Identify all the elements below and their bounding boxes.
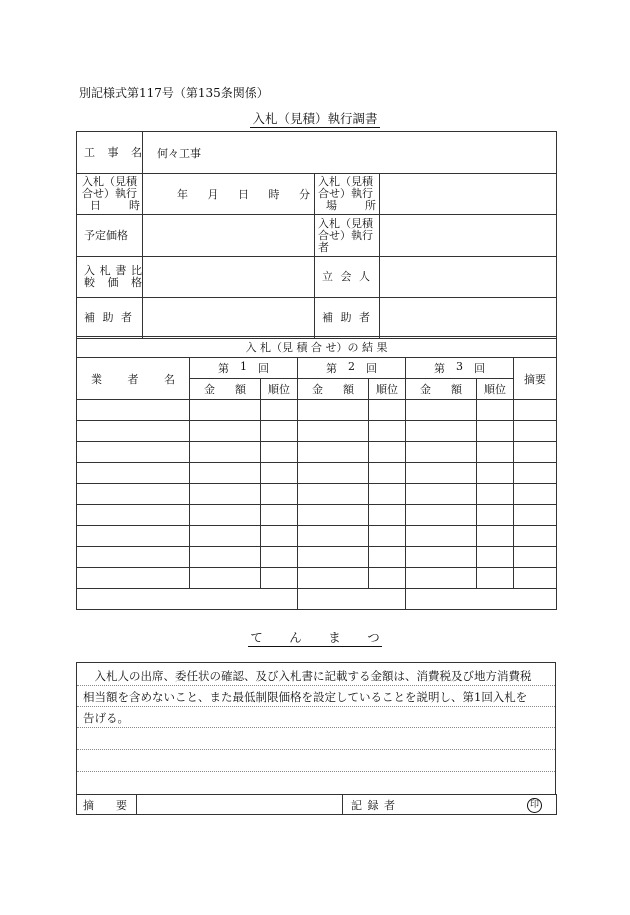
rank-cell-2[interactable] xyxy=(369,421,406,442)
amount-cell-2[interactable] xyxy=(298,505,369,526)
rank-cell-2[interactable] xyxy=(369,400,406,421)
rank-cell-2[interactable] xyxy=(369,526,406,547)
amount-cell-1[interactable] xyxy=(190,547,261,568)
amount-cell-2[interactable] xyxy=(298,400,369,421)
bid-summary-row xyxy=(77,589,557,610)
rank-cell-2[interactable] xyxy=(369,568,406,589)
rank-cell-1[interactable] xyxy=(261,421,298,442)
bid-rows xyxy=(77,400,557,589)
amount-cell-3[interactable] xyxy=(406,463,477,484)
amount-cell-3[interactable] xyxy=(406,568,477,589)
yotei-value[interactable] xyxy=(143,215,315,257)
rank-cell-1[interactable] xyxy=(261,484,298,505)
hikaku-label: 入 札 書 比 較 価 格 xyxy=(77,257,143,298)
vendor-cell[interactable] xyxy=(77,526,190,547)
memo-cell[interactable] xyxy=(514,568,557,589)
tekiyo-value[interactable] xyxy=(137,795,343,815)
bid-row xyxy=(77,484,557,505)
vendor-header: 業 者 名 xyxy=(77,358,190,400)
narrative-line-3: 告げる。 xyxy=(83,711,129,725)
rank-header-1: 順位 xyxy=(261,379,298,400)
amount-cell-1[interactable] xyxy=(190,484,261,505)
amount-cell-2[interactable] xyxy=(298,442,369,463)
rank-cell-1[interactable] xyxy=(261,526,298,547)
amount-cell-1[interactable] xyxy=(190,526,261,547)
row-nichiji xyxy=(77,174,557,215)
bid-row xyxy=(77,526,557,547)
vendor-cell[interactable] xyxy=(77,568,190,589)
koji-value: 何々工事 xyxy=(143,132,557,174)
round-1-header: 第 1 回 xyxy=(190,358,298,379)
koji-label: 工 事 名 xyxy=(77,132,143,174)
tenmatsu-title: て ん ま つ xyxy=(250,630,380,645)
rank-header-2: 順位 xyxy=(369,379,406,400)
memo-cell[interactable] xyxy=(514,526,557,547)
bid-row xyxy=(77,463,557,484)
memo-cell[interactable] xyxy=(514,547,557,568)
rank-cell-1[interactable] xyxy=(261,547,298,568)
rank-cell-2[interactable] xyxy=(369,442,406,463)
kirokusha-label: 記 録 者 xyxy=(343,795,403,815)
amount-cell-2[interactable] xyxy=(298,484,369,505)
form-caption: 別記様式第117号（第135条関係） xyxy=(79,86,269,100)
summary-cell-right[interactable] xyxy=(406,589,557,610)
amount-cell-2[interactable] xyxy=(298,547,369,568)
summary-cell-middle[interactable] xyxy=(298,589,406,610)
row-hikaku xyxy=(77,257,557,298)
row-koji xyxy=(77,132,557,174)
amount-cell-3[interactable] xyxy=(406,421,477,442)
header-row-1 xyxy=(77,358,557,379)
vendor-cell[interactable] xyxy=(77,463,190,484)
hojo-label-right: 補 助 者 xyxy=(315,298,380,339)
hikaku-value[interactable] xyxy=(143,257,315,298)
seal-icon: 印 xyxy=(527,798,542,813)
nichiji-value: 年 月 日 時 分 xyxy=(143,174,315,215)
amount-header-1: 金 額 xyxy=(190,379,261,400)
section-title: 入 札（見 積 合 せ）の 結 果 xyxy=(77,337,557,358)
bid-results-table xyxy=(76,336,557,610)
footer-row xyxy=(77,795,557,815)
amount-cell-3[interactable] xyxy=(406,400,477,421)
amount-cell-3[interactable] xyxy=(406,484,477,505)
footer-table xyxy=(76,794,557,815)
round-3-header: 第 3 回 xyxy=(406,358,514,379)
narrative-line-1: 入札人の出席、委任状の確認、及び入札書に記載する金額は、消費税及び地方消費税 xyxy=(83,669,532,683)
hojo-value-left[interactable] xyxy=(143,298,315,339)
ruled-line xyxy=(77,749,555,750)
amount-cell-2[interactable] xyxy=(298,463,369,484)
rank-cell-3[interactable] xyxy=(477,442,514,463)
rank-cell-1[interactable] xyxy=(261,442,298,463)
section-title-row xyxy=(77,337,557,358)
row-yotei xyxy=(77,215,557,257)
rank-cell-3[interactable] xyxy=(477,547,514,568)
amount-cell-3[interactable] xyxy=(406,526,477,547)
memo-header: 摘要 xyxy=(514,358,557,400)
amount-cell-1[interactable] xyxy=(190,568,261,589)
amount-cell-3[interactable] xyxy=(406,442,477,463)
rank-cell-2[interactable] xyxy=(369,505,406,526)
basho-label: 入札（見積 合せ）執行 場 所 xyxy=(315,174,380,215)
narrative-text xyxy=(83,666,551,729)
bid-row xyxy=(77,421,557,442)
memo-cell[interactable] xyxy=(514,400,557,421)
info-table xyxy=(76,131,557,339)
memo-cell[interactable] xyxy=(514,463,557,484)
amount-header-2: 金 額 xyxy=(298,379,369,400)
shikkousha-value[interactable] xyxy=(380,215,557,257)
amount-cell-3[interactable] xyxy=(406,547,477,568)
narrative-box[interactable] xyxy=(76,662,556,795)
tachiai-label: 立 会 人 xyxy=(315,257,380,298)
rank-cell-2[interactable] xyxy=(369,484,406,505)
rank-cell-3[interactable] xyxy=(477,484,514,505)
amount-cell-1[interactable] xyxy=(190,463,261,484)
memo-cell[interactable] xyxy=(514,442,557,463)
bid-row xyxy=(77,505,557,526)
rank-cell-3[interactable] xyxy=(477,463,514,484)
tekiyo-label: 摘 要 xyxy=(77,795,137,815)
amount-header-3: 金 額 xyxy=(406,379,477,400)
rank-cell-3[interactable] xyxy=(477,526,514,547)
ruled-line xyxy=(77,771,555,772)
bid-row xyxy=(77,400,557,421)
amount-cell-2[interactable] xyxy=(298,526,369,547)
rank-cell-1[interactable] xyxy=(261,505,298,526)
amount-cell-1[interactable] xyxy=(190,505,261,526)
vendor-cell[interactable] xyxy=(77,484,190,505)
nichiji-label: 入札（見積 合せ）執行 日 時 xyxy=(77,174,143,215)
amount-cell-2[interactable] xyxy=(298,568,369,589)
rank-cell-3[interactable] xyxy=(477,568,514,589)
memo-cell[interactable] xyxy=(514,484,557,505)
rank-cell-2[interactable] xyxy=(369,463,406,484)
basho-value[interactable] xyxy=(380,174,557,215)
amount-cell-3[interactable] xyxy=(406,505,477,526)
form-title: 入札（見積）執行調書 xyxy=(252,111,378,126)
tachiai-value[interactable] xyxy=(380,257,557,298)
rank-cell-3[interactable] xyxy=(477,400,514,421)
vendor-cell[interactable] xyxy=(77,505,190,526)
hojo-value-right[interactable] xyxy=(380,298,557,339)
rank-cell-1[interactable] xyxy=(261,568,298,589)
kirokusha-value[interactable] xyxy=(403,795,557,815)
yotei-label: 予定価格 xyxy=(77,215,143,257)
amount-cell-2[interactable] xyxy=(298,421,369,442)
hojo-label-left: 補 助 者 xyxy=(77,298,143,339)
bid-row xyxy=(77,547,557,568)
summary-cell-left[interactable] xyxy=(77,589,298,610)
rank-cell-3[interactable] xyxy=(477,421,514,442)
rank-cell-1[interactable] xyxy=(261,463,298,484)
vendor-cell[interactable] xyxy=(77,421,190,442)
amount-cell-1[interactable] xyxy=(190,400,261,421)
amount-cell-1[interactable] xyxy=(190,421,261,442)
memo-cell[interactable] xyxy=(514,505,557,526)
row-hojo xyxy=(77,298,557,339)
memo-cell[interactable] xyxy=(514,421,557,442)
bid-row xyxy=(77,568,557,589)
bid-row xyxy=(77,442,557,463)
rank-cell-2[interactable] xyxy=(369,547,406,568)
amount-cell-1[interactable] xyxy=(190,442,261,463)
vendor-cell[interactable] xyxy=(77,400,190,421)
round-2-header: 第 2 回 xyxy=(298,358,406,379)
rank-header-3: 順位 xyxy=(477,379,514,400)
shikkousha-label: 入札（見積 合せ）執行 者 xyxy=(315,215,380,257)
vendor-cell[interactable] xyxy=(77,442,190,463)
narrative-line-2: 相当額を含めないこと、また最低制限価格を設定していることを説明し、第1回入札を xyxy=(83,690,528,704)
rank-cell-1[interactable] xyxy=(261,400,298,421)
rank-cell-3[interactable] xyxy=(477,505,514,526)
vendor-cell[interactable] xyxy=(77,547,190,568)
